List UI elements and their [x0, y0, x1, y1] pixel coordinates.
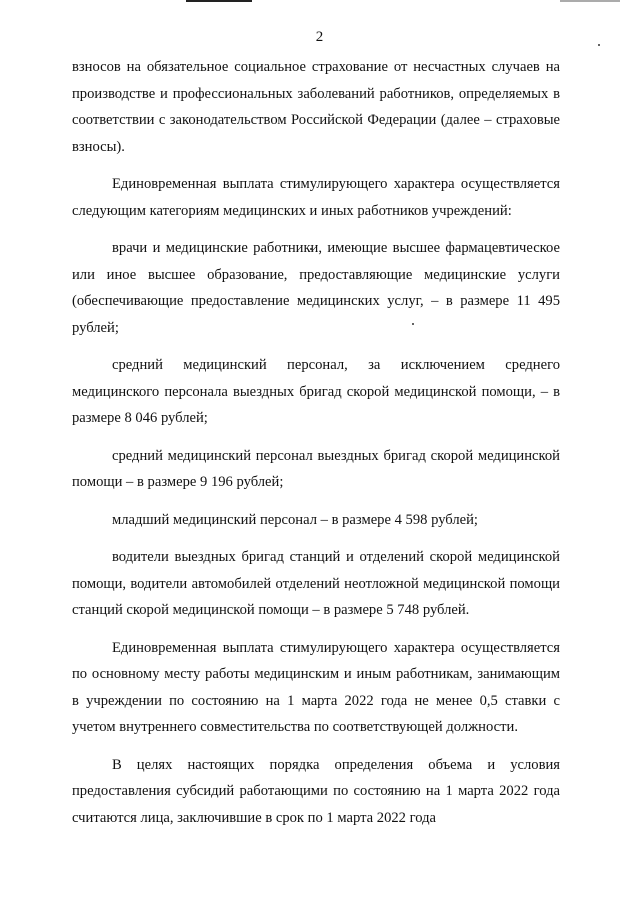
paragraph: В целях настоящих порядка определения объема и условия предоставления субсидий работающими по состоянию на 1 марта 2022 года считаются лица, заключившие в срок по 1 марта 2022 года — [72, 756, 560, 826]
scan-edge-mark — [560, 0, 620, 2]
paragraph: водители выездных бригад станций и отделений скорой медицинской помощи, водители автомобилей отделений неотложной медицинской помощи станций скорой медицинской помощи – в размере 5 748 рублей. — [72, 549, 560, 618]
paragraph: Единовременная выплата стимулирующего характера осуществляется следующим категориям медицинских и иных работников учреждений: — [72, 176, 560, 219]
page-number: 2 — [315, 29, 324, 45]
paragraph: Единовременная выплата стимулирующего характера осуществляется по основному месту работы медицинским и иным работникам, занимающим в учреждении по состоянию на 1 марта 2022 года не менее 0,5 ставки с учетом внутреннего совместительства по соответствующей должности. — [72, 639, 560, 735]
paragraph: младший медицинский персонал – в размере 4 598 рублей; — [112, 511, 478, 528]
paragraph: врачи и медицинские работники, имеющие высшее фармацевтическое или иное высшее образование, предоставляющие медицинские услуги (обеспечивающие предоставление медицинских услуг, – в размере 11 495 рублей; — [72, 240, 560, 336]
scan-edge-mark — [186, 0, 252, 2]
document-body — [72, 54, 560, 842]
paragraph: взносов на обязательное социальное страхование от несчастных случаев на производстве и профессиональных заболеваний работников, определяемых в соответствии с законодательством Российской Федерации (далее – страховые взносы). — [72, 59, 560, 155]
paragraph: средний медицинский персонал, за исключением среднего медицинского персонала выездных бригад скорой медицинской помощи, – в размере 8 046 рублей; — [72, 357, 560, 426]
paragraph: средний медицинский персонал выездных бригад скорой медицинской помощи – в размере 9 196 рублей; — [72, 447, 560, 490]
